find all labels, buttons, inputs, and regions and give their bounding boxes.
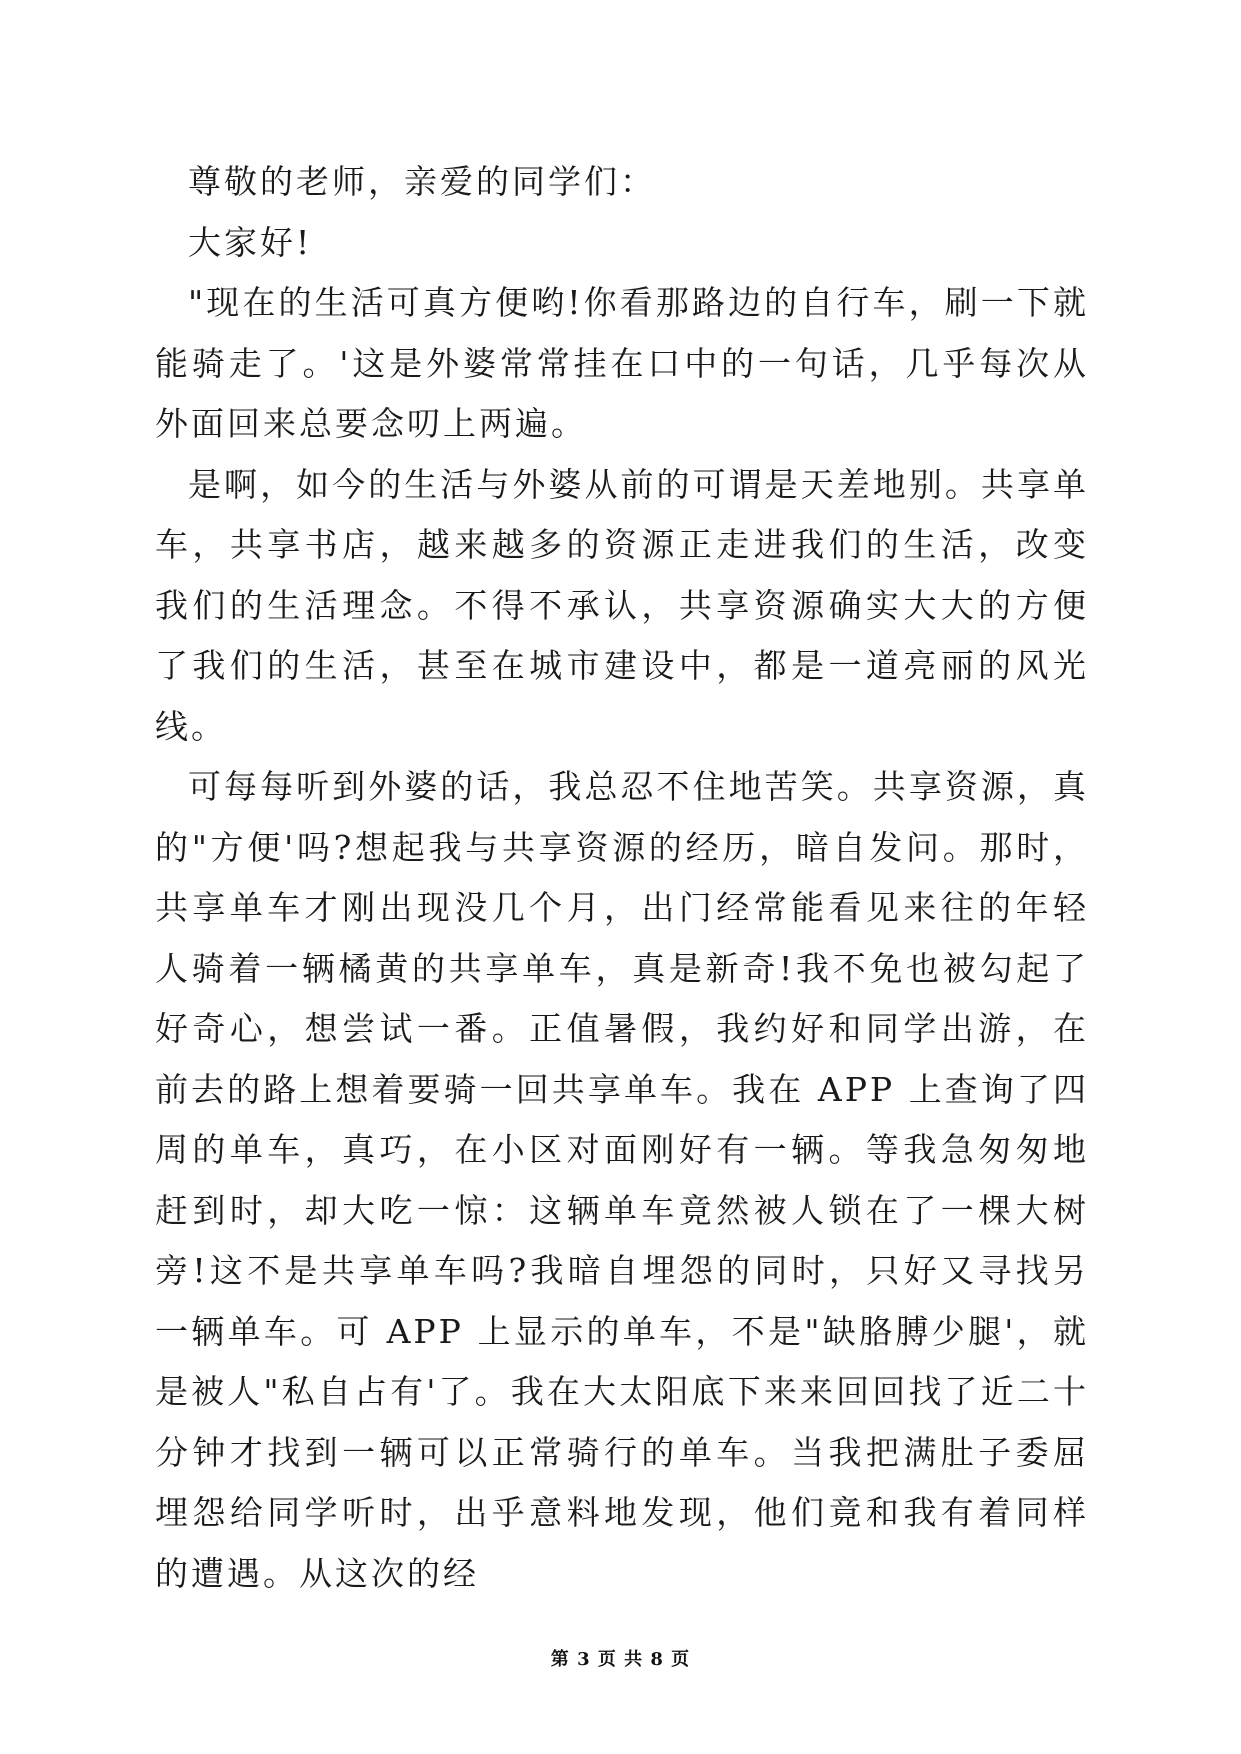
paragraph-bike-experience: 可每每听到外婆的话，我总忍不住地苦笑。共享资源，真的"方便'吗?想起我与共享资源的经历，暗自发问。那时，共享单车才刚出现没几个月，出门经常能看见来往的年轻人骑着一辆橘黄的共享单车，真是新奇!我不免也被勾起了好奇心，想尝试一番。正值暑假，我约好和同学出游，在前去的路上想着要骑一回共享单车。我在 APP 上查询了四周的单车，真巧，在小区对面刚好有一辆。等我急匆匆地赶到时，却大吃一惊：这辆单车竟然被人锁在了一棵大树旁!这不是共享单车吗?我暗自埋怨的同时，只好又寻找另一辆单车。可 APP 上显示的单车，不是"缺胳膊少腿'，就是被人"私自占有'了。我在大太阳底下来来回回找了近二十分钟才找到一辆可以正常骑行的单车。当我把满肚子委屈埋怨给同学听时，出乎意料地发现，他们竟和我有着同样的遭遇。从这次的经 <box>155 767 1089 1593</box>
paragraph-greeting: 大家好! <box>188 222 313 262</box>
page-number-footer: 第 3 页 共 8 页 <box>550 1649 691 1670</box>
paragraph-shared-resources: 是啊，如今的生活与外婆从前的可谓是天差地别。共享单车，共享书店，越来越多的资源正走进我们的生活，改变我们的生活理念。不得不承认，共享资源确实大大的方便了我们的生活，甚至在城市建设中，都是一道亮丽的风光线。 <box>155 464 1089 746</box>
paragraph-salutation: 尊敬的老师，亲爱的同学们： <box>188 162 656 201</box>
paragraph-grandma-quote: "现在的生活可真方便哟!你看那路边的自行车，刷一下就能骑走了。'这是外婆常常挂在口中的一句话，几乎每次从外面回来总要念叨上两遍。 <box>155 283 1089 443</box>
document-body <box>155 152 1089 1604</box>
